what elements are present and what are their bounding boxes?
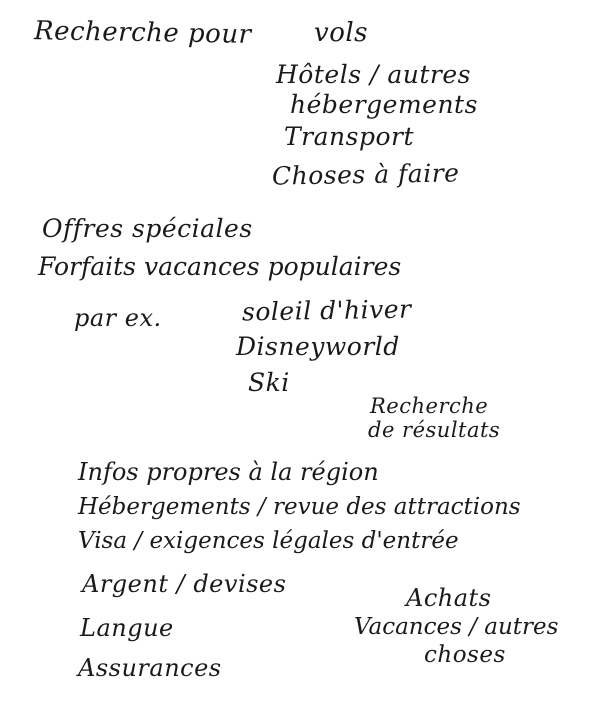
note-flights: vols <box>314 18 368 48</box>
note-accommodations: hébergements <box>290 90 478 119</box>
note-popular-packages: Forfaits vacances populaires <box>38 252 402 281</box>
note-winter-sun: soleil d'hiver <box>241 294 412 327</box>
note-purchases: Achats <box>406 584 492 612</box>
note-special-offers: Offres spéciales <box>42 214 253 243</box>
note-search-for: Recherche pour <box>33 16 252 50</box>
note-for-example: par ex. <box>74 304 162 332</box>
note-results-search-line1: Recherche <box>370 394 489 418</box>
note-language: Langue <box>80 614 174 642</box>
note-insurance: Assurances <box>78 654 222 682</box>
note-results-search-line2: de résultats <box>368 418 501 442</box>
note-transport: Transport <box>284 122 415 151</box>
note-hotels: Hôtels / autres <box>276 60 471 89</box>
note-disneyworld: Disneyworld <box>236 332 400 361</box>
note-visa: Visa / exigences légales d'entrée <box>78 528 459 554</box>
note-ski: Ski <box>248 368 290 397</box>
note-region-info: Infos propres à la région <box>78 458 379 486</box>
note-holidays-other-line1: Vacances / autres <box>354 614 559 640</box>
note-accommodation-review: Hébergements / revue des attractions <box>78 494 521 520</box>
note-money: Argent / devises <box>82 570 287 598</box>
note-things-to-do: Choses à faire <box>271 158 460 191</box>
note-holidays-other-line2: choses <box>424 642 506 668</box>
